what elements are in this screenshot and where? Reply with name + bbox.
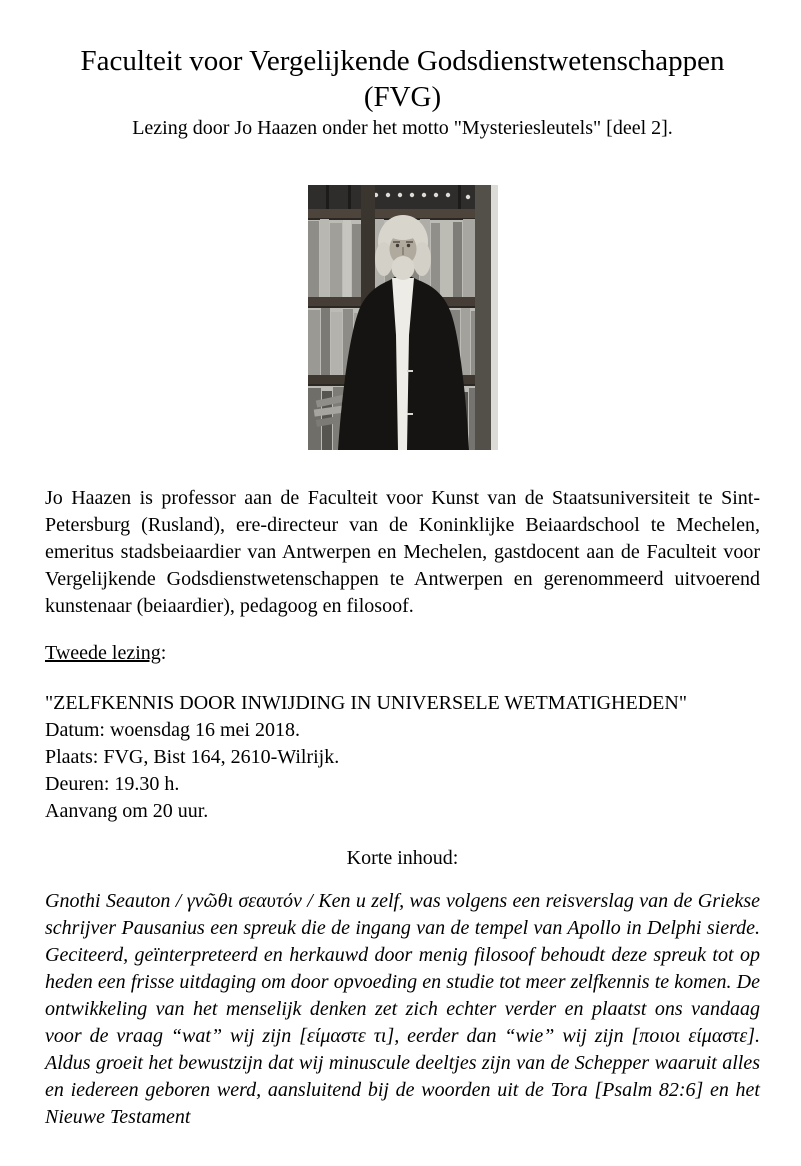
summary-paragraph: Gnothi Seauton / γνῶθι σεαυτόν / Ken u zelf, was volgens een reisverslag van de Griekse schrijver Pausanius een spreuk die de ingang van de tempel van Apollo in Delphi sierde. Geciteerd, geïnterpreteerd en herkauwd door menig filosoof behoudt deze spreuk tot op heden een frisse uitdaging om door opvoeding en studie tot meer zelfkennis te komen. De ontwikkeling van het menselijk denken zet zich echter verder en plaatst ons vandaag voor de vraag “wat” wij zijn [είμαστε τι], eerder dan “wie” wij zijn [ποιοι είμαστε]. Aldus groeit het bewustzijn dat wij minuscule deeltjes zijn van de Schepper waaruit alles en iedereen geboren werd, aansluitend bij de woorden uit de Tora [Psalm 82:6] en het Nieuwe Testament [45,890,760,1128]
lecture-date: Datum: woensdag 16 mei 2018. [45,719,300,741]
portrait-photo [308,185,498,450]
second-lecture-heading [45,640,760,667]
second-lecture-colon: : [160,642,167,664]
bio-paragraph: Jo Haazen is professor aan de Faculteit voor Kunst van de Staatsuniversiteit te Sint-Petersburg (Rusland), ere-directeur van de Koninklijke Beiaardschool te Mechelen, emeritus stadsbeiaardier van Antwerpen en Mechelen, gastdocent aan de Faculteit voor Vergelijkende Godsdienstwetenschappen te Antwerpen en gerenommeerd uitvoerend kunstenaar (beiaardier), pedagoog en filosoof. [45,487,760,617]
subtitle: Lezing door Jo Haazen onder het motto "Mysteriesleutels" [deel 2]. [132,117,673,139]
portrait-photo-illustration [308,185,498,450]
title-line-2: (FVG) [363,81,442,113]
lecture-start: Aanvang om 20 uur. [45,800,209,822]
page-title [45,43,760,115]
lecture-details [45,690,760,825]
summary-heading: Korte inhoud: [346,847,459,869]
lecture-title: "ZELFKENNIS DOOR INWIJDING IN UNIVERSELE WETMATIGHEDEN" [45,692,687,714]
lecture-location: Plaats: FVG, Bist 164, 2610-Wilrijk. [45,746,340,768]
second-lecture-label: Tweede lezing [45,642,161,664]
lecture-doors: Deuren: 19.30 h. [45,773,180,795]
title-line-1: Faculteit voor Vergelijkende Godsdienstwetenschappen [80,45,725,77]
